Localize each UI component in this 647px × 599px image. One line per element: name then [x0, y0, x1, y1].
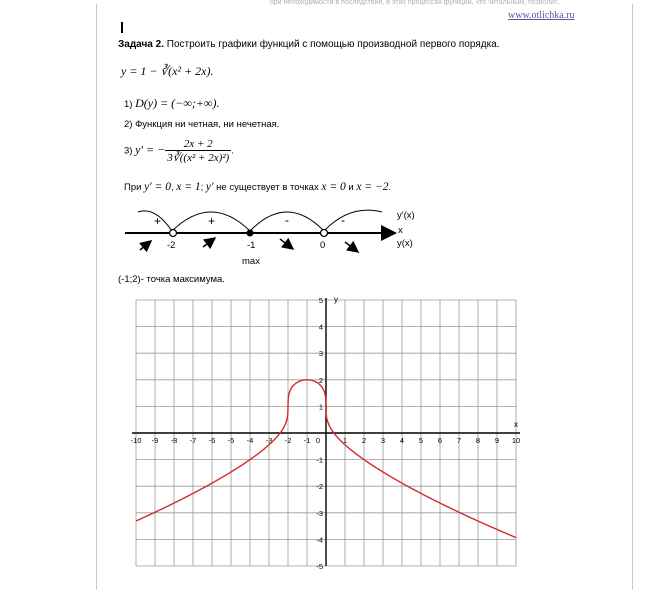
sign-1: + [154, 214, 162, 228]
y-tick-label: 4 [318, 322, 323, 332]
step-2: 2) Функция ни четная, ни нечетная. [124, 119, 280, 130]
crit-text-c: , [170, 182, 177, 193]
crit-text-b: y′ = 0 [144, 181, 171, 193]
x-tick-label: -7 [189, 436, 197, 445]
crit-text-j: x = −2 [356, 181, 389, 193]
y-tick-label: -3 [316, 508, 323, 518]
x-tick-label: 10 [511, 436, 521, 445]
x-tick-label: 7 [456, 436, 462, 445]
sign-4: - [341, 213, 345, 227]
x-tick-label: -1 [303, 436, 311, 445]
header-top-text: при необходимости в последствии, в этих процессах функции, что читальным, позволит... [270, 0, 563, 6]
crit-text-e: ; [200, 182, 206, 193]
domain-formula: D(y) = (−∞;+∞). [135, 96, 220, 110]
crit-text-h: x = 0 [321, 181, 346, 193]
label-y: y(x) [397, 238, 413, 249]
crit-text-k: . [388, 182, 392, 193]
step-1-num: 1) [124, 99, 133, 110]
x-tick-label: -3 [265, 436, 273, 445]
function-formula: y = 1 − ∛(x² + 2x). [121, 64, 214, 78]
derivative-end: . [231, 145, 234, 157]
label-derivative: y'(x) [397, 210, 415, 221]
x-tick-label: 5 [418, 436, 424, 445]
y-tick-label: -5 [316, 562, 323, 571]
y-axis-label: y [334, 295, 338, 304]
crit-text-i: и [345, 182, 357, 193]
task-statement: Построить графики функций с помощью производной первого порядка. [163, 39, 500, 50]
sign-2: + [208, 214, 216, 228]
y-tick-label: 1 [318, 402, 323, 412]
crit-text-d: x = 1 [176, 181, 201, 193]
x-tick-label: -6 [208, 436, 216, 445]
x-tick-label: 8 [475, 436, 481, 445]
crit-text-g: не существует в точках [213, 182, 322, 193]
x-tick-label: -2 [284, 436, 292, 445]
y-tick-label: 3 [318, 349, 323, 359]
step-3-num: 3) [124, 145, 133, 157]
crit-text-f: y′ [205, 181, 214, 193]
task-title: Задача 2. [118, 39, 164, 50]
y-tick-label: -4 [316, 535, 323, 545]
y-tick-label: -2 [316, 482, 323, 492]
point-label-m2: -2 [167, 240, 176, 251]
x-tick-label: 4 [399, 436, 405, 445]
x-tick-label: 9 [494, 436, 500, 445]
site-link[interactable]: www.otlichka.ru [508, 10, 575, 21]
x-tick-label: -10 [130, 436, 142, 445]
crit-text-a: При [124, 182, 145, 193]
sign-3: - [285, 213, 289, 227]
x-tick-label: -8 [170, 436, 178, 445]
conclusion-text: (-1;2)- точка максимума. [118, 274, 225, 285]
x-tick-label: 6 [437, 436, 443, 445]
x-tick-label: 1 [342, 436, 348, 445]
x-axis-label: x [514, 420, 518, 429]
label-x: x [398, 225, 403, 236]
max-label: max [242, 256, 260, 267]
x-tick-label: 2 [361, 436, 367, 445]
x-tick-label: 0 [315, 436, 321, 445]
point-label-m1: -1 [247, 240, 256, 251]
derivative-lhs: y′ = − [135, 142, 166, 157]
derivative-denominator: 3∛((x² + 2x)²) [167, 152, 230, 164]
y-tick-label: 5 [318, 296, 323, 305]
x-tick-label: -4 [246, 436, 254, 445]
x-tick-label: -9 [151, 436, 159, 445]
x-tick-label: 3 [380, 436, 386, 445]
point-label-0: 0 [320, 240, 326, 251]
y-tick-label: 2 [318, 375, 323, 385]
x-tick-label: -5 [227, 436, 235, 445]
derivative-numerator: 2x + 2 [165, 138, 231, 151]
y-tick-label: -1 [316, 455, 323, 465]
